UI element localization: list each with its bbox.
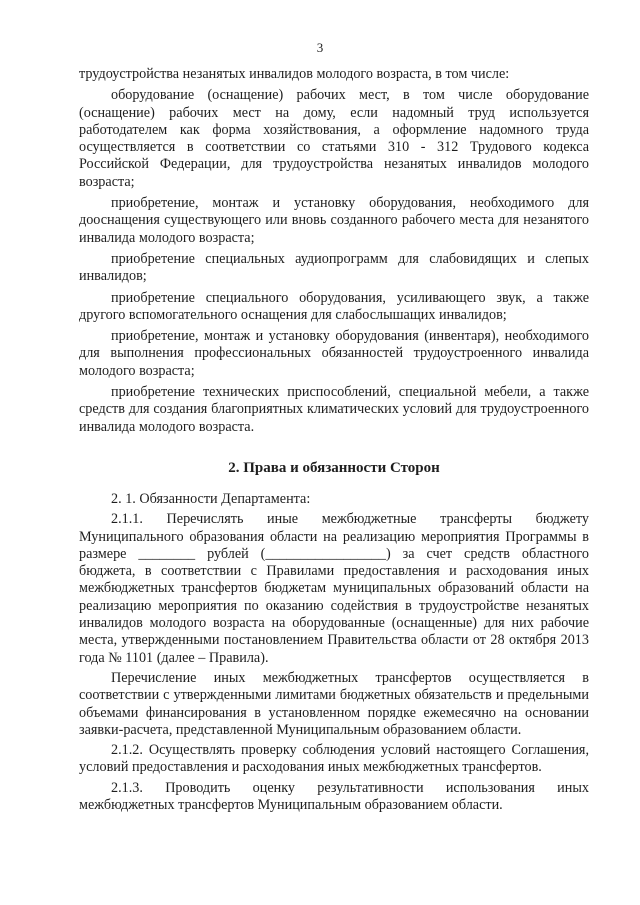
paragraph: 2.1.2. Осуществлять проверку соблюдения условий настоящего Соглашения, условий предоставления и расходования иных межбюджетных трансфертов. [79,742,589,776]
paragraph: 2.1.1. Перечислять иные межбюджетные трансферты бюджету Муниципального образования области на реализацию мероприятия Программы в размере ________ рублей (_________________) за счет средств областного бюджета, в соответствии с Правилами предоставления и расходования иных межбюджетных трансфертов бюджетам муниципальных образований области на реализацию мероприятия по оказанию содействия в трудоустройстве незанятых инвалидов молодого возраста на оборудованные (оснащенные) для них рабочие места, утвержденными постановлением Правительства области от 28 октября 2013 года № 1101 (далее – Правила). [79,511,589,666]
section-heading: 2. Права и обязанности Сторон [228,459,440,476]
paragraph: приобретение специального оборудования, усиливающего звук, а также другого вспомогательного оснащения для слабослышащих инвалидов; [79,289,589,323]
paragraph: приобретение специальных аудиопрограмм для слабовидящих и слепых инвалидов; [79,250,589,285]
paragraph: трудоустройства незанятых инвалидов молодого возраста, в том числе: [79,66,510,82]
paragraph: приобретение, монтаж и установку оборудования (инвентаря), необходимого для выполнения профессиональных обязанностей трудоустроенного инвалида молодого возраста; [79,328,589,379]
paragraph: 2.1.3. Проводить оценку результативности использования иных межбюджетных трансфертов Муниципальным образованием области. [79,779,589,813]
paragraph: 2. 1. Обязанности Департамента: [111,490,311,507]
page-number: 3 [316,40,324,55]
paragraph: Перечисление иных межбюджетных трансфертов осуществляется в соответствии с утвержденными лимитами бюджетных обязательств и предельными объемами финансирования в установленном порядке ежемесячно на основании заявки-расчета, представленной Муниципальным образованием области. [79,669,589,738]
paragraph: приобретение технических приспособлений, специальной мебели, а также средств для создания благоприятных климатических условий для трудоустроенного инвалида молодого возраста. [79,384,589,435]
section-body [79,491,589,814]
paragraph: приобретение, монтаж и установку оборудования, необходимого для дооснащения существующего или вновь созданного рабочего места для незанятого инвалида молодого возраста; [79,195,589,246]
paragraph: оборудование (оснащение) рабочих мест, в том числе оборудование (оснащение) рабочих мест на дому, если надомный труд используется работодателем как форма хозяйствования, а оформление надомного труда осуществляется в соответствии со статьями 310 - 312 Трудового кодекса Российской Федерации, для трудоустройства незанятых инвалидов молодого возраста; [79,87,589,190]
document-body [79,66,589,817]
